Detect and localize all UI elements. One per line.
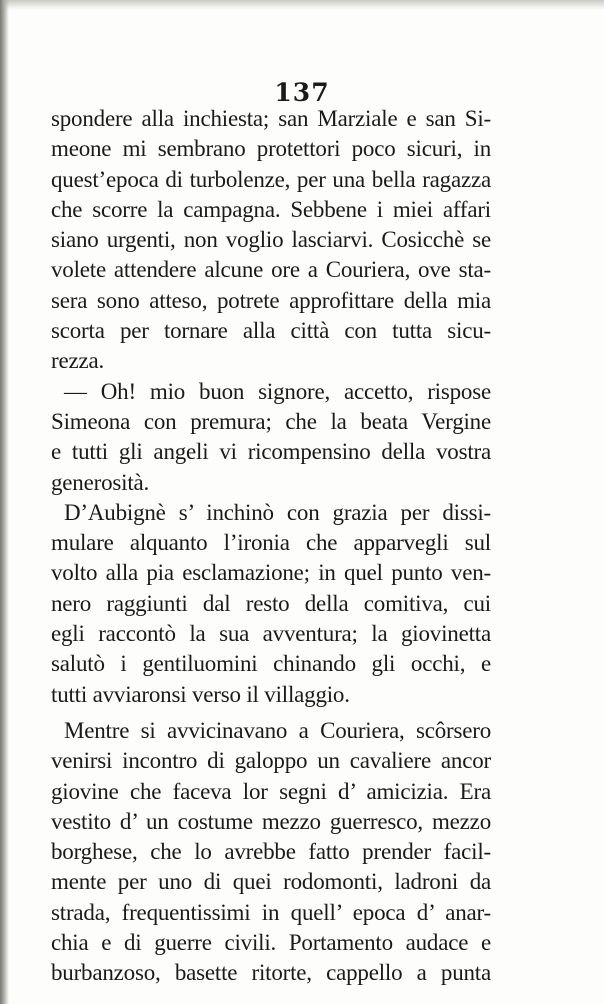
text-line: giovine che faceva lor segni d’ amicizia. Era: [51, 778, 491, 804]
text-line: rezza.: [51, 348, 105, 374]
text-line: e tutti gli angeli vi ricompensino della vostra: [51, 439, 491, 465]
text-line: strada, frequentissimi in quell’ epoca d’ anar-: [51, 899, 491, 925]
text-line: spondere alla inchiesta; san Marziale e san Si-: [51, 106, 491, 131]
text-line: nero raggiunti dal resto della comitiva, cui: [51, 590, 491, 616]
text-line: generosità.: [51, 469, 150, 495]
text-line: scorta per tornare alla città con tutta sicu-: [51, 318, 491, 344]
page-binding-edge: [0, 0, 9, 1004]
text-line: meone mi sembrano protettori poco sicuri, in: [51, 136, 491, 162]
text-line: chia e di guerre civili. Portamento audace e: [51, 930, 491, 956]
text-line: volete attendere alcune ore a Couriera, ove sta-: [51, 257, 491, 283]
text-line: tutti avviaronsi verso il villaggio.: [51, 681, 350, 707]
text-line: volto alla pia esclamazione; in quel punto ven-: [51, 560, 491, 586]
text-line: mulare alquanto l’ironia che apparvegli sul: [51, 530, 491, 556]
page-number: 137: [274, 78, 330, 107]
text-line: — Oh! mio buon signore, accetto, rispose: [64, 378, 491, 404]
text-line: venirsi incontro di galoppo un cavaliere ancor: [51, 748, 491, 774]
text-line: D’Aubignè s’ inchinò con grazia per dissi-: [64, 499, 491, 525]
body-text: [51, 104, 491, 989]
page-top-edge: [0, 0, 604, 10]
text-line: Simeona con premura; che la beata Vergine: [51, 408, 491, 434]
text-line: siano urgenti, non voglio lasciarvi. Cosicchè se: [51, 227, 491, 253]
text-line: Mentre si avvicinavano a Couriera, scôrsero: [64, 717, 491, 743]
text-line: egli raccontò la sua avventura; la giovinetta: [51, 621, 491, 647]
text-line: quest’epoca di turbolenze, per una bella ragazza: [51, 166, 491, 192]
text-line: burbanzoso, basette ritorte, cappello a punta: [51, 960, 491, 986]
text-line: sera sono atteso, potrete approfittare della mia: [51, 287, 491, 313]
text-line: salutò i gentiluomini chinando gli occhi, e: [51, 651, 491, 677]
text-line: mente per uno di quei rodomonti, ladroni da: [51, 869, 491, 895]
text-line: che scorre la campagna. Sebbene i miei affari: [51, 196, 491, 222]
text-line: vestito d’ un costume mezzo guerresco, mezzo: [51, 808, 491, 834]
text-line: borghese, che lo avrebbe fatto prender facil-: [51, 839, 491, 865]
